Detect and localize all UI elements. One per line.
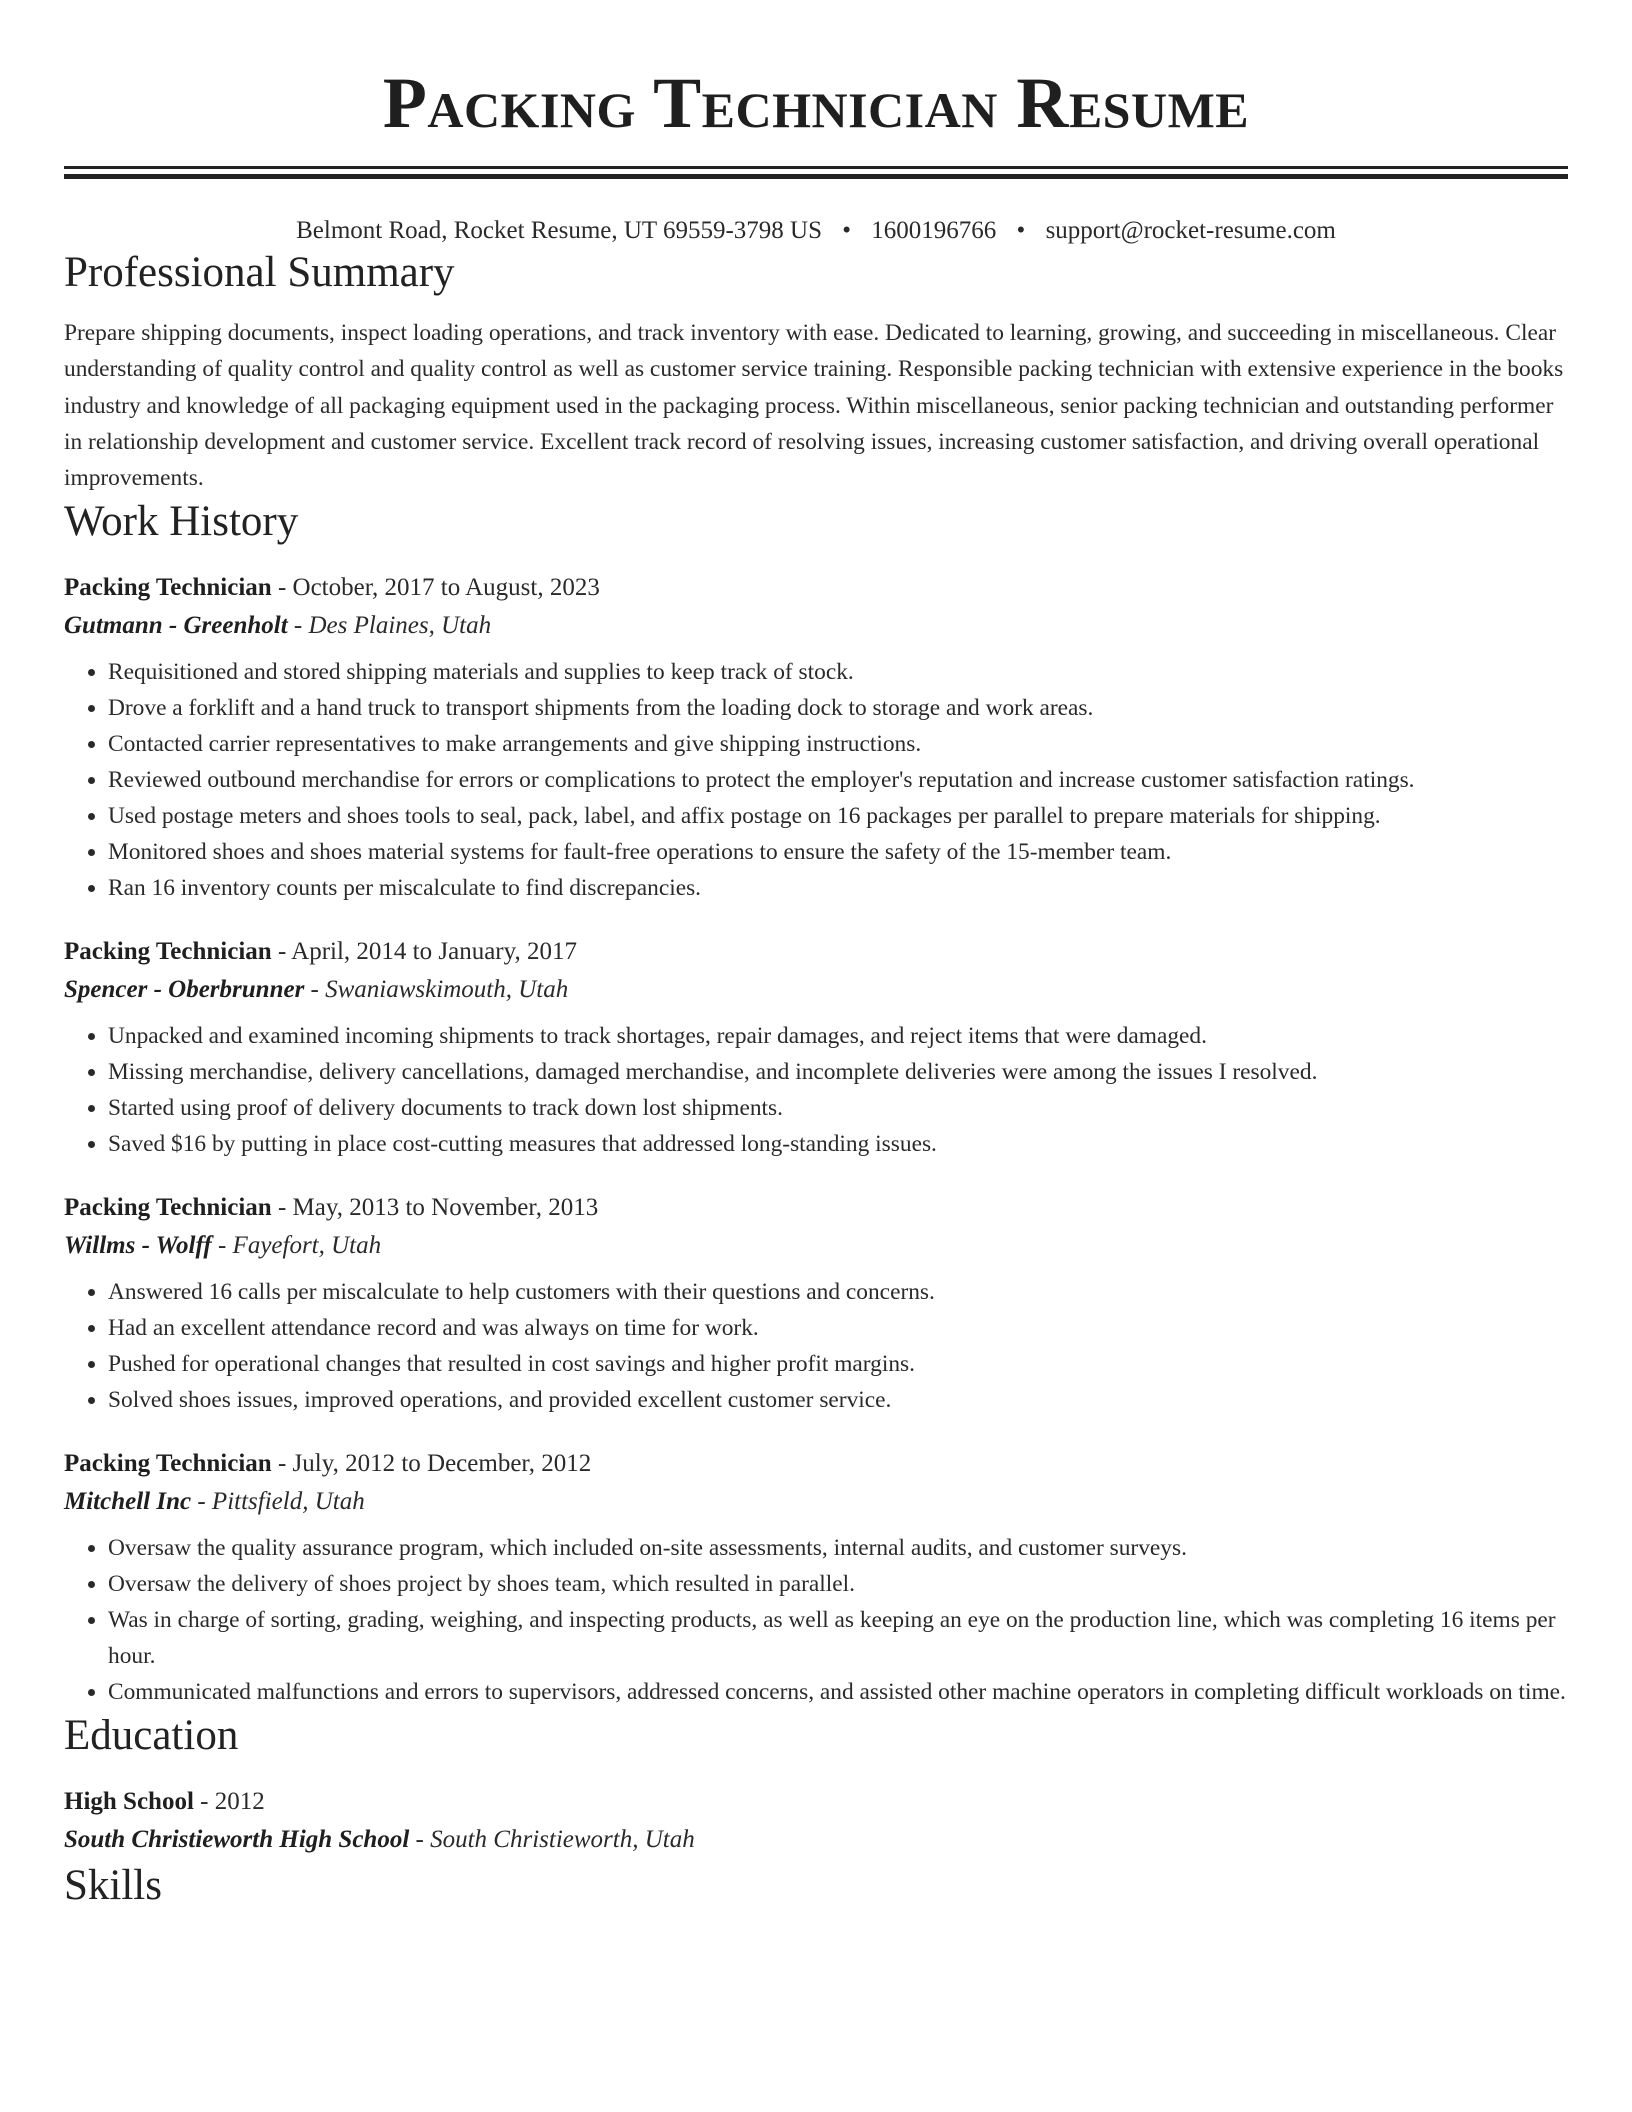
- job-bullet: • Missing merchandise, delivery cancellations, damaged merchandise, and incomplete deliveries were among the issues I resolved.: [108, 1054, 1568, 1090]
- company-name: Gutmann - Greenholt: [64, 612, 288, 640]
- job-dates: - May, 2013 to November, 2013: [271, 1194, 599, 1222]
- job-title: Packing Technician: [64, 1450, 272, 1478]
- job-bullet: • Communicated malfunctions and errors to supervisors, addressed concerns, and assisted other machine operators in completing difficult workloads on time.: [108, 1674, 1568, 1710]
- job-bullet: • Started using proof of delivery documents to track down lost shipments.: [108, 1090, 1568, 1126]
- job-bullet: • Answered 16 calls per miscalculate to help customers with their questions and concerns.: [108, 1274, 1568, 1310]
- job-title-line: [64, 934, 1568, 970]
- contact-email[interactable]: support@rocket-resume.com: [1045, 217, 1336, 244]
- school-location: - South Christieworth, Utah: [409, 1826, 695, 1854]
- company-name: Mitchell Inc: [64, 1488, 192, 1516]
- job-bullet: • Saved $16 by putting in place cost-cutting measures that addressed long-standing issues.: [108, 1126, 1568, 1162]
- company-line: [64, 970, 1568, 1010]
- contact-separator: •: [1016, 217, 1026, 244]
- job-title: Packing Technician: [64, 1194, 272, 1222]
- company-name: Willms - Wolff: [64, 1232, 212, 1260]
- degree-name: High School: [64, 1788, 194, 1816]
- title-divider: [64, 166, 1568, 179]
- job-bullet: • Solved shoes issues, improved operations, and provided excellent customer service.: [108, 1382, 1568, 1418]
- job-bullet: • Ran 16 inventory counts per miscalculate to find discrepancies.: [108, 870, 1568, 906]
- resume-page: [64, 0, 1568, 1912]
- job-bullet: • Oversaw the quality assurance program, which included on-site assessments, internal audits, and customer surveys.: [108, 1530, 1568, 1566]
- job-title-line: [64, 570, 1568, 606]
- contact-address: Belmont Road, Rocket Resume, UT 69559-3798 US: [296, 217, 823, 244]
- school-name: South Christieworth High School: [64, 1826, 410, 1854]
- job-bullets: [64, 1018, 1568, 1162]
- company-line: [64, 606, 1568, 646]
- job-dates: - July, 2012 to December, 2012: [271, 1450, 592, 1478]
- job-bullet: • Pushed for operational changes that resulted in cost savings and higher profit margins.: [108, 1346, 1568, 1382]
- job-bullet: • Used postage meters and shoes tools to seal, pack, label, and affix postage on 16 packages per parallel to prepare materials for shipping.: [108, 798, 1568, 834]
- job-title-line: [64, 1446, 1568, 1482]
- company-location: - Des Plaines, Utah: [287, 612, 492, 640]
- job-entry: [64, 934, 1568, 1162]
- job-entry: [64, 1446, 1568, 1710]
- job-title-line: [64, 1190, 1568, 1226]
- graduation-year: - 2012: [193, 1788, 265, 1816]
- job-bullet: • Oversaw the delivery of shoes project by shoes team, which resulted in parallel.: [108, 1566, 1568, 1602]
- job-bullet: • Had an excellent attendance record and was always on time for work.: [108, 1310, 1568, 1346]
- job-bullet: • Reviewed outbound merchandise for errors or complications to protect the employer's reputation and increase customer satisfaction ratings.: [108, 762, 1568, 798]
- job-bullet: • Requisitioned and stored shipping materials and supplies to keep track of stock.: [108, 654, 1568, 690]
- job-entry: [64, 1190, 1568, 1418]
- company-location: - Fayefort, Utah: [211, 1232, 382, 1260]
- job-title: Packing Technician: [64, 574, 272, 602]
- company-location: - Swaniawskimouth, Utah: [304, 976, 569, 1004]
- degree-line: [64, 1784, 1568, 1820]
- company-line: [64, 1482, 1568, 1522]
- job-bullet: • Was in charge of sorting, grading, weighing, and inspecting products, as well as keeping an eye on the production line, which was completing 16 items per hour.: [108, 1602, 1568, 1674]
- school-line: [64, 1820, 1568, 1860]
- job-bullet: • Monitored shoes and shoes material systems for fault-free operations to ensure the safety of the 15-member team.: [108, 834, 1568, 870]
- job-bullet: • Drove a forklift and a hand truck to transport shipments from the loading dock to storage and work areas.: [108, 690, 1568, 726]
- company-location: - Pittsfield, Utah: [191, 1488, 365, 1516]
- education-entry: [64, 1784, 1568, 1860]
- job-dates: - April, 2014 to January, 2017: [271, 938, 577, 966]
- work-history-heading: Work History: [64, 498, 299, 546]
- education-heading: Education: [64, 1712, 239, 1760]
- contact-separator: •: [842, 217, 852, 244]
- job-bullets: [64, 654, 1568, 906]
- summary-text: Prepare shipping documents, inspect loading operations, and track inventory with ease. Dedicated to learning, growing, and succeeding in miscellaneous. Clear understanding of quality control and quality control as well as customer service training. Responsible packing technician with extensive experience in the books industry and knowledge of all packaging equipment used in the packaging process. Within miscellaneous, senior packing technician and outstanding performer in relationship development and customer service. Excellent track record of resolving issues, increasing customer satisfaction, and driving overall operational improvements.: [64, 320, 1564, 492]
- contact-line: [64, 215, 1568, 247]
- job-bullet: • Unpacked and examined incoming shipments to track shortages, repair damages, and reject items that were damaged.: [108, 1018, 1568, 1054]
- job-bullets: [64, 1530, 1568, 1710]
- job-title: Packing Technician: [64, 938, 272, 966]
- job-bullet: • Contacted carrier representatives to make arrangements and give shipping instructions.: [108, 726, 1568, 762]
- contact-phone: 1600196766: [871, 217, 997, 244]
- summary-heading: Professional Summary: [64, 249, 455, 296]
- skills-heading: Skills: [64, 1862, 162, 1910]
- job-entry: [64, 570, 1568, 906]
- company-name: Spencer - Oberbrunner: [64, 976, 305, 1004]
- company-line: [64, 1226, 1568, 1266]
- job-dates: - October, 2017 to August, 2023: [271, 574, 600, 602]
- resume-title: Packing Technician Resume: [382, 63, 1250, 143]
- job-bullets: [64, 1274, 1568, 1418]
